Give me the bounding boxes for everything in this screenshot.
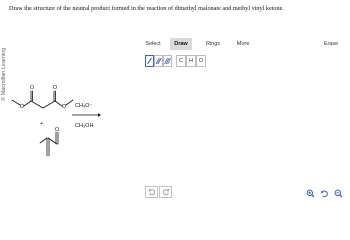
tab-draw[interactable]: Draw (170, 38, 192, 50)
zoom-controls (304, 187, 346, 199)
structure-editor (136, 36, 350, 216)
atom-c-tool[interactable]: C (176, 55, 186, 67)
question-text: Draw the structure of the neutral product formed in the reaction of dimethyl malonate and methyl vinyl ketone. (9, 5, 284, 12)
copyright-label: © Macmillan Learning (1, 47, 7, 101)
editor-tab-bar (136, 36, 350, 52)
triple-bond-tool[interactable] (163, 55, 172, 67)
atom-o: O (19, 104, 25, 110)
reaction-arrow (72, 113, 101, 117)
atom-o: O (54, 127, 60, 133)
reaction-scheme (0, 60, 130, 216)
undo-icon (148, 188, 156, 196)
zoom-in-button[interactable] (304, 187, 317, 199)
atom-o: O (61, 104, 67, 110)
zoom-in-icon (306, 189, 315, 198)
tab-more[interactable]: More (236, 41, 250, 47)
zoom-reset-button[interactable] (318, 187, 331, 199)
atom-o: O (52, 85, 58, 91)
history-controls (145, 186, 173, 198)
reagent-methoxide: CH₃O⁻ (75, 103, 93, 109)
redo-button[interactable] (159, 186, 172, 198)
draw-toolbar (145, 55, 206, 67)
double-bond-tool[interactable] (154, 55, 163, 67)
tab-select[interactable]: Select (145, 41, 161, 47)
atom-h-tool[interactable]: H (186, 55, 196, 67)
redo-icon (162, 188, 170, 196)
reaction-drawing (0, 60, 130, 216)
zoom-out-icon (334, 189, 343, 198)
zoom-reset-icon (320, 189, 329, 198)
reagent-methanol: CH₃OH (75, 123, 94, 129)
double-bond-icon (155, 57, 162, 65)
atom-o: O (29, 85, 35, 91)
atom-o-tool[interactable]: O (196, 55, 206, 67)
tab-erase[interactable]: Erase (323, 41, 339, 47)
single-bond-icon (146, 57, 153, 65)
triple-bond-icon (164, 57, 171, 65)
plus-sign: + (40, 121, 44, 127)
undo-button[interactable] (145, 186, 158, 198)
single-bond-tool[interactable] (145, 55, 154, 67)
zoom-out-button[interactable] (332, 187, 345, 199)
tab-rings[interactable]: Rings (205, 41, 221, 47)
